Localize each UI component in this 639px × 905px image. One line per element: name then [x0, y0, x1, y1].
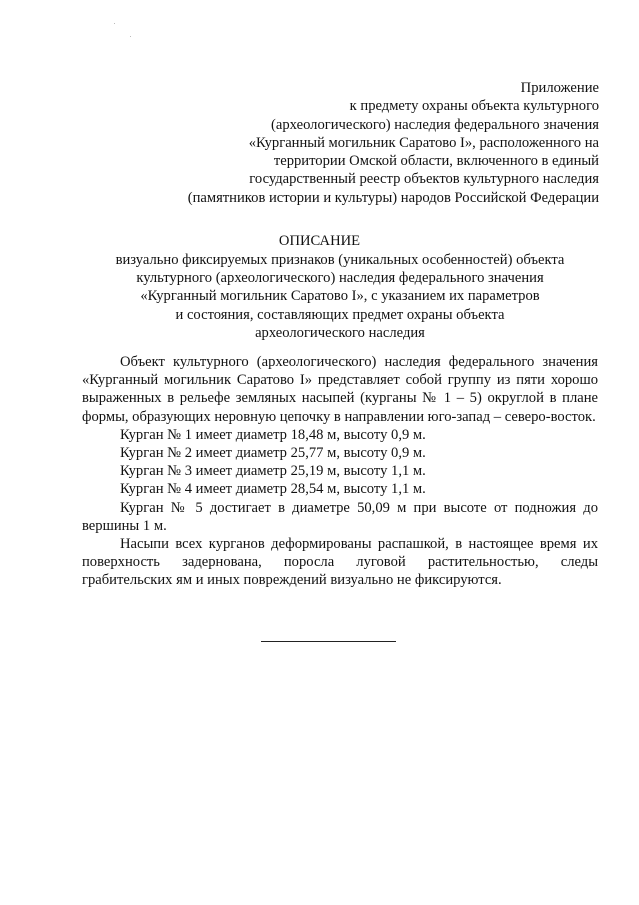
kurgan-line: Курган № 1 имеет диаметр 18,48 м, высоту 0,9 м.	[120, 426, 426, 443]
appendix-line: (памятников истории и культуры) народов Российской Федерации	[187, 189, 599, 206]
subtitle-line: археологического наследия	[255, 324, 425, 341]
condition-paragraph: Насыпи всех курганов деформированы распашкой, в настоящее время их поверхность задернована, поросла луговой растительностью, следы грабительских ям и иных повреждений визуально не фиксируются.	[82, 536, 598, 589]
appendix-line: к предмету охраны объекта культурного	[349, 98, 599, 115]
subtitle-line: культурного (археологического) наследия федерального значения	[136, 270, 544, 287]
appendix-block	[179, 79, 599, 207]
appendix-line: государственный реестр объектов культурного наследия	[249, 171, 599, 188]
scan-speck	[114, 23, 115, 24]
appendix-line: (археологического) наследия федерального значения	[271, 116, 599, 133]
document-body	[82, 353, 598, 590]
kurgan-line: Курган № 3 имеет диаметр 25,19 м, высоту 1,1 м.	[120, 463, 426, 480]
document-subtitle	[80, 251, 600, 342]
subtitle-line: «Курганный могильник Саратово I», с указанием их параметров	[140, 288, 540, 305]
subtitle-line: визуально фиксируемых признаков (уникальных особенностей) объекта	[115, 252, 565, 268]
kurgan-line: Курган № 2 имеет диаметр 25,77 м, высоту 0,9 м.	[120, 445, 426, 462]
appendix-line: «Курганный могильник Саратово I», расположенного на	[248, 134, 599, 151]
intro-paragraph: Объект культурного (археологического) наследия федерального значения «Курганный могильник Саратово I» представляет собой группу из пяти хорошо выраженных в рельефе земляных насыпей (курганы № 1 – 5) округлой в плане формы, образующих неровную цепочку в направлении юго-запад – северо-восток.	[82, 354, 598, 425]
subtitle-line: и состояния, составляющих предмет охраны объекта	[175, 306, 505, 323]
appendix-line: территории Омской области, включенного в единый	[273, 153, 599, 170]
kurgan-line: Курган № 4 имеет диаметр 28,54 м, высоту 1,1 м.	[120, 481, 426, 498]
document-title: ОПИСАНИЕ	[278, 233, 361, 249]
appendix-line: Приложение	[520, 80, 599, 96]
scan-speck	[130, 36, 131, 37]
closing-rule	[261, 641, 396, 642]
kurgan-5-paragraph: Курган № 5 достигает в диаметре 50,09 м при высоте от подножия до вершины 1 м.	[82, 499, 598, 534]
